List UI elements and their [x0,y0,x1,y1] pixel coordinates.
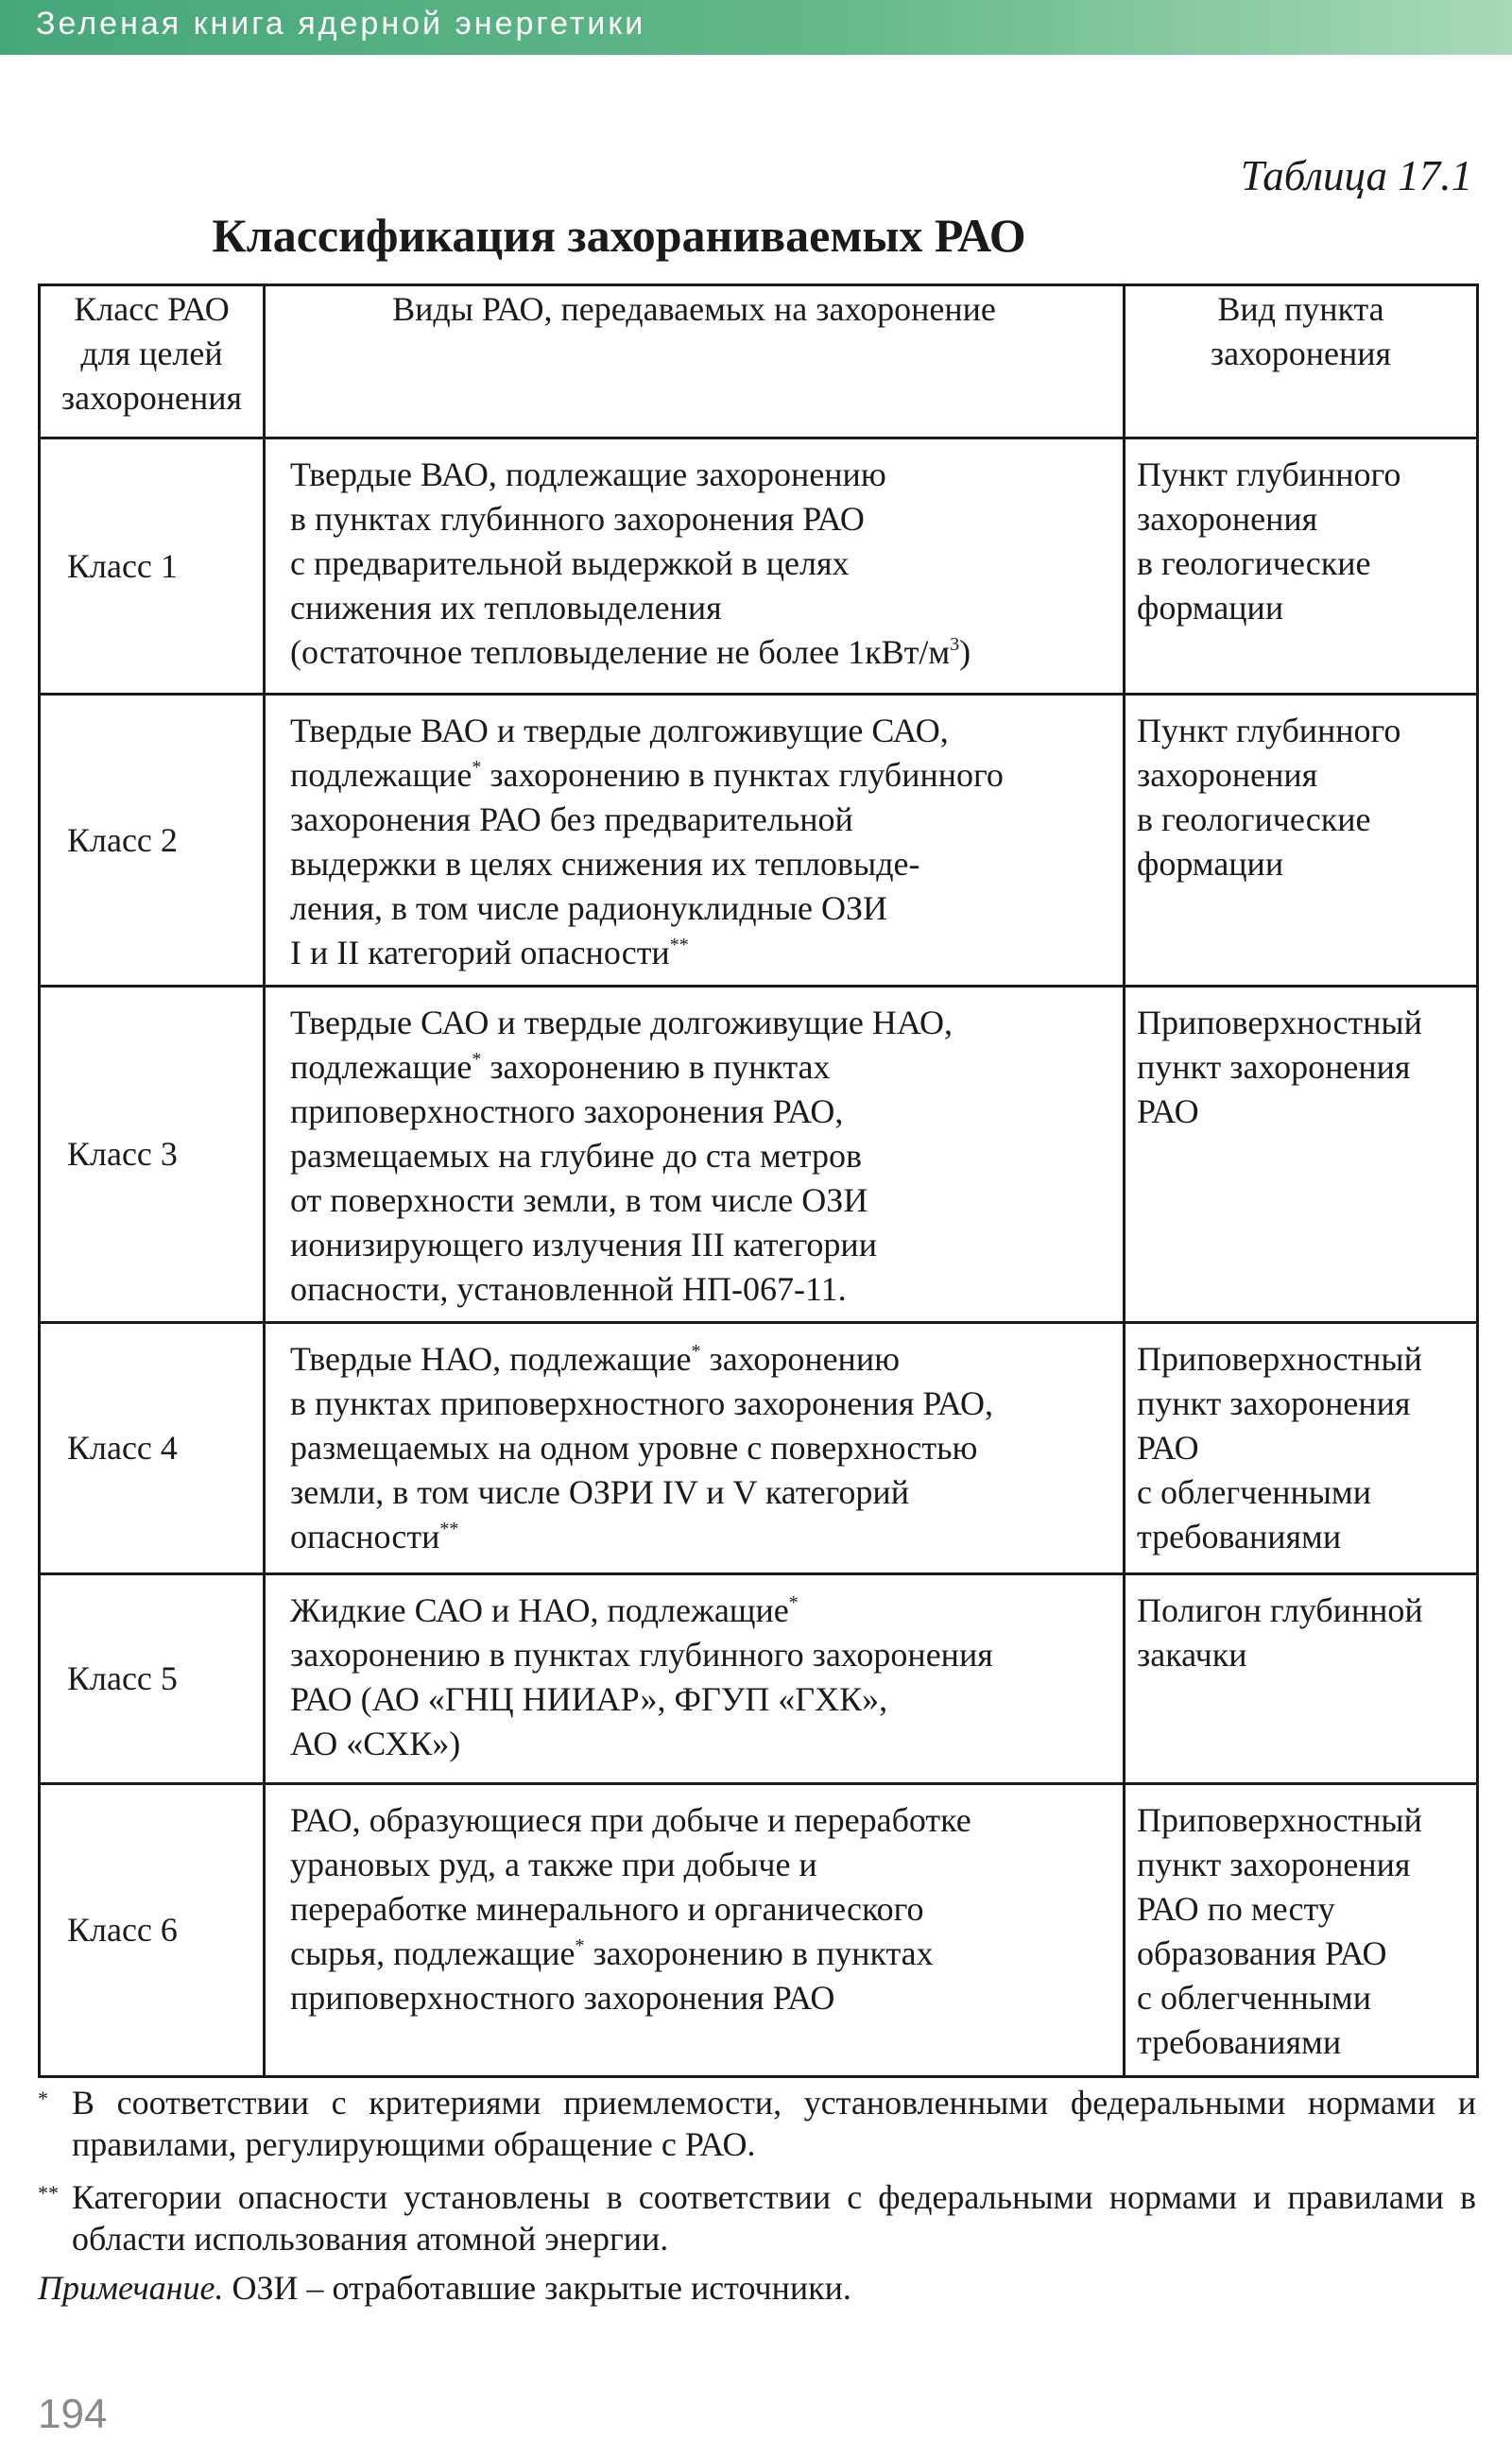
footnote-ref: ** [439,1519,459,1539]
table-row [40,1323,1478,1574]
table-title: Классификация захораниваемых РАО [212,209,1026,262]
book-title: Зеленая книга ядерной энергетики [36,6,646,42]
class-cell: Класс 4 [40,1323,265,1574]
footnote-ref: * [788,1592,799,1613]
table-note [38,2267,1476,2309]
class-cell: Класс 6 [40,1784,265,2077]
site-cell: Пункт глубинного захоронения в геологические формации [1125,695,1478,987]
footnote-ref: * [472,1049,482,1070]
class-cell: Класс 5 [40,1574,265,1784]
table-row [40,438,1478,695]
description-cell: Жидкие САО и НАО, подлежащие* захоронению в пунктах глубинного захоронения РАО (АО «ГНЦ НИИАР», ФГУП «ГХК», АО «СХК») [265,1574,1125,1784]
header-band [0,0,1512,55]
site-cell: Приповерхностный пункт захоронения РАО по месту образования РАО с облегченными требованиями [1125,1784,1478,2077]
footnote-1-mark: * [38,2087,48,2110]
description-cell: Твердые НАО, подлежащие* захоронению в пунктах приповерхностного захоронения РАО, размещаемых на одном уровне с поверхностью земли, в том числе ОЗРИ IV и V категорий опасности** [265,1323,1125,1574]
header-class: Класс РАО для целей захоронения [40,285,265,438]
description-cell: РАО, образующиеся при добыче и переработке урановых руд, а также при добыче и переработке минерального и органического сырья, подлежащие* захоронению в пунктах приповерхностного захоронения РАО [265,1784,1125,2077]
header-site: Вид пункта захоронения [1125,285,1478,438]
table-row [40,1574,1478,1784]
table-row [40,695,1478,987]
header-types: Виды РАО, передаваемых на захоронение [265,285,1125,438]
footnote-2-mark: ** [38,2181,59,2205]
footnote-ref: * [691,1341,701,1362]
footnote-ref: ** [669,935,689,955]
classification-table [38,284,1479,2078]
note-text: ОЗИ – отработавшие закрытые источники. [223,2269,851,2307]
table-number: Таблица 17.1 [1240,152,1472,199]
description-cell: Твердые ВАО, подлежащие захоронению в пунктах глубинного захоронения РАО с предварительной выдержкой в целях снижения их тепловыделения (остаточное тепловыделение не более $1кВт/м^3$) [265,438,1125,695]
table-row [40,987,1478,1323]
footnote-2: ** Категории опасности установлены в соответствии с федеральными нормами и правилами в области использования атомной энергии. [38,2176,1476,2259]
footnote-ref: * [472,757,482,778]
description-cell: Твердые САО и твердые долгоживущие НАО, подлежащие* захоронению в пунктах приповерхностного захоронения РАО, размещаемых на глубине до ста метров от поверхности земли, в том числе ОЗИ ионизирующего излучения III категории опасности, установленной НП-067-11. [265,987,1125,1323]
site-cell: Пункт глубинного захоронения в геологические формации [1125,438,1478,695]
table-header-row [40,285,1478,438]
site-cell: Полигон глубинной закачки [1125,1574,1478,1784]
footnotes [38,2082,1476,2309]
page-number: 194 [38,2391,108,2437]
class-cell: Класс 2 [40,695,265,987]
footnote-1: * В соответствии с критериями приемлемости, установленными федеральными нормами и правилами, регулирующими обращение с РАО. [38,2082,1476,2165]
class-cell: Класс 3 [40,987,265,1323]
note-label: Примечание. [38,2269,224,2307]
footnote-ref: * [575,1935,585,1956]
site-cell: Приповерхностный пункт захоронения РАО с облегченными требованиями [1125,1323,1478,1574]
description-cell: Твердые ВАО и твердые долгоживущие САО, подлежащие* захоронению в пунктах глубинного захоронения РАО без предварительной выдержки в целях снижения их тепловыде- ления, в том числе радионуклидные ОЗИ I и II категорий опасности** [265,695,1125,987]
table-row [40,1784,1478,2077]
site-cell: Приповерхностный пункт захоронения РАО [1125,987,1478,1323]
class-cell: Класс 1 [40,438,265,695]
